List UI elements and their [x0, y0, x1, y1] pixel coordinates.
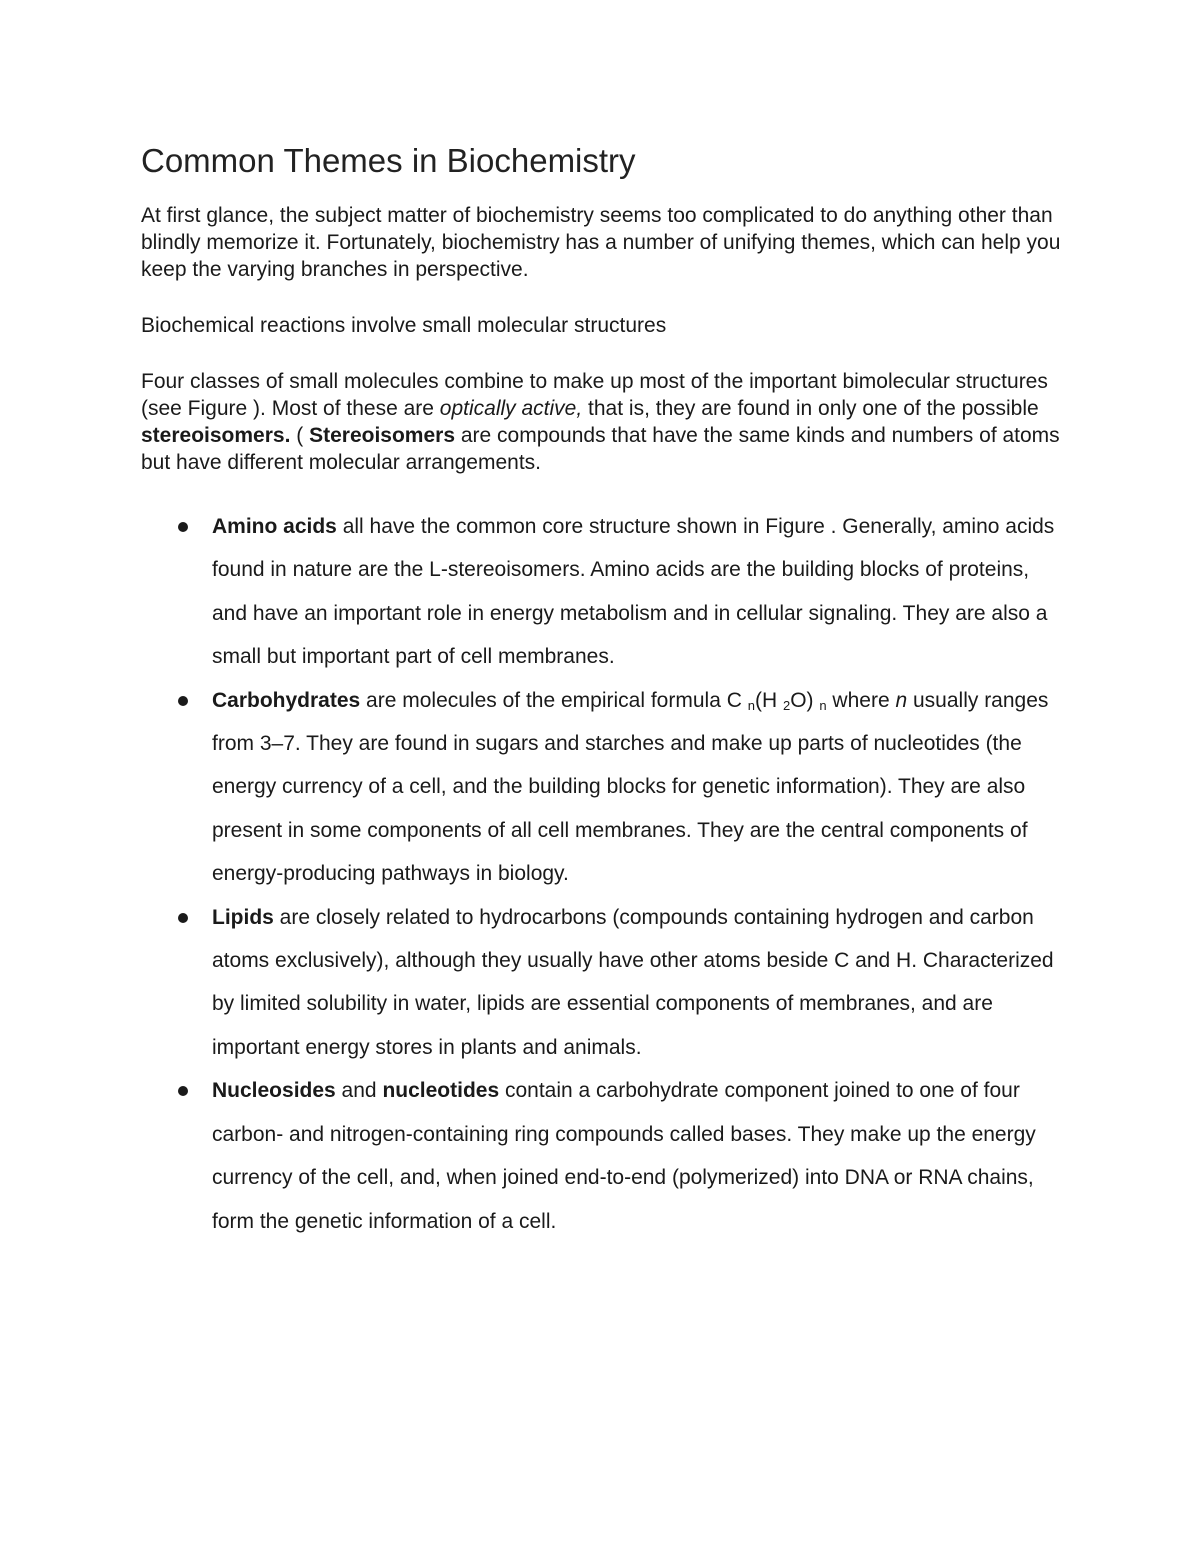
list-item-lipids	[141, 896, 1061, 1070]
list-item-term: Nucleosides	[212, 1079, 336, 1103]
formula-subscript: 2	[782, 697, 791, 713]
bullet-dot-icon	[178, 522, 188, 532]
section-subheading: Biochemical reactions involve small molecular structures	[141, 314, 667, 337]
list-item-text: contain a carbohydrate component joined to one of four carbon- and nitrogen-containing ring compounds called bases. They make up the energy currency of the cell, and, when joined end-to-end (polymerized) into DNA or RNA chains, form the genetic information of a cell.	[212, 1079, 1036, 1233]
list-item-text: O)	[790, 688, 820, 712]
formula-subscript: n	[747, 697, 755, 713]
list-item-term: Carbohydrates	[212, 688, 361, 712]
page-title: Common Themes in Biochemistry	[141, 142, 636, 179]
list-item-carbohydrates	[141, 679, 1061, 896]
list-item-amino-acids	[141, 505, 1061, 679]
para-bold-term: stereoisomers.	[141, 424, 291, 447]
list-item-text: are closely related to hydrocarbons (compounds containing hydrogen and carbon atoms exclusively), although they usually have other atoms beside C and H. Characterized by limited solubility in water, lipids are essential components of membranes, and are important energy stores in plants and animals.	[212, 905, 1054, 1059]
molecule-class-list	[141, 505, 1061, 1243]
list-item-text: all have the common core structure shown in Figure . Generally, amino acids found in nature are the L-stereoisomers. Amino acids are the building blocks of proteins, and have an important role in energy metabolism and in cellular signaling. They are also a small but important part of cell membranes.	[212, 515, 1055, 669]
document-page	[141, 140, 1061, 1243]
classes-paragraph	[141, 368, 1061, 476]
bullet-dot-icon	[178, 696, 188, 706]
para-text: that is, they are found in only one of the possible	[582, 397, 1039, 420]
para-text: Four classes of small molecules combine to make up most of the important bimolecular structures (see Figure ). Most of these are	[141, 370, 1048, 420]
para-text: are compounds that have the same kinds and numbers of atoms but have different molecular arrangements.	[141, 424, 1060, 474]
list-item-nucleosides	[141, 1069, 1061, 1243]
bullet-dot-icon	[178, 913, 188, 923]
para-bold-term: Stereoisomers	[309, 424, 455, 447]
list-item-term: Lipids	[212, 905, 274, 929]
list-item-text: usually ranges from 3–7. They are found in sugars and starches and make up parts of nucleotides (the energy currency of a cell, and the building blocks for genetic information). They are also present in some components of all cell membranes. They are the central components of energy-producing pathways in biology.	[212, 688, 1049, 886]
formula-subscript: n	[819, 697, 827, 713]
para-italic: optically active,	[439, 397, 583, 420]
para-text: (	[290, 424, 310, 447]
list-item-text: and	[335, 1079, 383, 1103]
list-item-text: where	[826, 688, 896, 712]
list-item-term: nucleotides	[382, 1079, 500, 1103]
list-item-term: Amino acids	[212, 515, 337, 538]
list-item-text: are molecules of the empirical formula C	[360, 688, 748, 712]
formula-variable: n	[895, 688, 908, 712]
list-item-text: (H	[754, 688, 783, 712]
bullet-dot-icon	[178, 1086, 188, 1096]
intro-paragraph: At first glance, the subject matter of biochemistry seems too complicated to do anything other than blindly memorize it. Fortunately, biochemistry has a number of unifying themes, which can help you keep the varying branches in perspective.	[141, 204, 1061, 281]
